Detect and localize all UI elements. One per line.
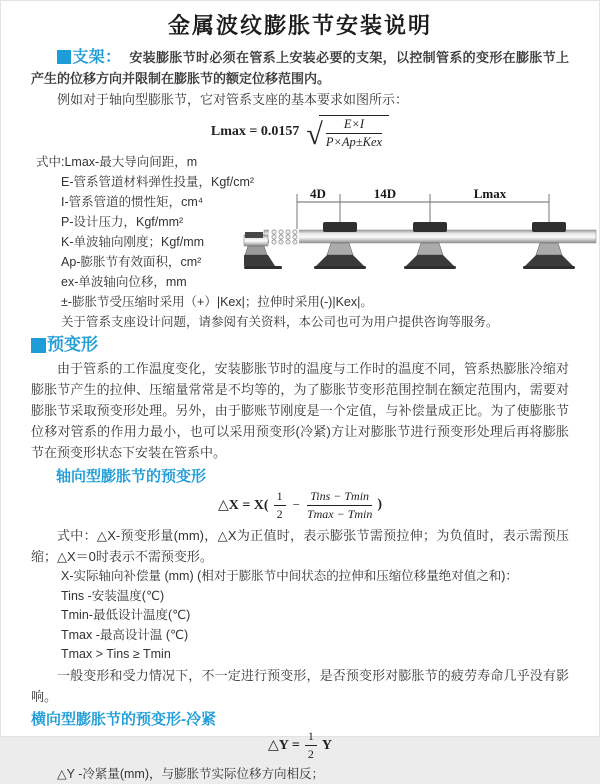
definitions-block xyxy=(31,152,569,332)
diagram-label-4d: 4D xyxy=(310,186,326,201)
definition-line: ±-膨胀节受压缩时采用（+）|Kex|；拉伸时采用(-)|Kex|。 xyxy=(61,295,373,309)
axial-item: Tmax -最高设计温 (℃) xyxy=(61,627,189,642)
axial-item: X-实际轴向补偿量 (mm) (相对于膨胀节中间状态的拉伸和压缩位移量绝对值之和)： xyxy=(61,569,518,583)
diagram-label-14d: 14D xyxy=(373,186,397,201)
definition-line: Ap-膨胀节有效面积，cm² xyxy=(61,255,202,269)
definition-line: ex-单波轴向位移，mm xyxy=(61,275,187,289)
support-section-heading: 支架： xyxy=(72,49,122,66)
fraction-denominator: Tmax − Tmin xyxy=(306,506,373,521)
blue-square-icon xyxy=(57,50,71,64)
sqrt-radical-icon: √ xyxy=(306,117,323,151)
predeform-section-heading xyxy=(31,336,569,354)
fraction-numerator: 1 xyxy=(305,729,317,746)
predeform-paragraph: 由于管系的工作温度变化，安装膨胀节时的温度与工作时的温度不同，管系热膨胀冷缩对膨胀节产生的拉伸、压缩量常常是不均等的，为了膨胀节变形范围控制在额定范围内，需要对膨胀节采取预变形处理。另外，由于膨账节刚度是一个定值，与补偿量成正比。为了使膨胀节位移对管系的作用力最小，也可以采用预变形(冷紧)方让对膨胀节进行预变形处理后再将膨胀节在预变形状态下安装在管系中。 xyxy=(31,361,569,460)
page-title: 金属波纹膨胀节安装说明 xyxy=(167,13,432,38)
formula-dx-temp-fraction xyxy=(307,489,372,522)
formula-dx-lhs: △X = X( xyxy=(217,497,269,513)
formula-lmax-numerator: E×I xyxy=(326,117,382,134)
formula-lmax-radicand xyxy=(319,115,389,150)
predeform-heading-label: 预变形 xyxy=(47,335,98,354)
definition-line: I-管系管道的惯性矩，cm⁴ xyxy=(61,195,204,209)
axial-item: Tins -安装温度(℃) xyxy=(61,588,165,603)
formula-dy-lhs: △Y = xyxy=(268,738,300,753)
support-intro-text: 安装膨胀节时必须在管系上安装必要的支架，以控制管系的变形在膨胀节上产生的位移方向并限制在膨胀节的额定位移范围内。 xyxy=(31,50,569,86)
fraction-denominator: 2 xyxy=(307,747,314,761)
fraction-denominator: 2 xyxy=(276,506,283,521)
formula-lmax-denominator: P×Ap±Kex xyxy=(325,134,383,149)
formula-dx-operator: − xyxy=(292,497,300,512)
formula-delta-x xyxy=(31,487,569,523)
lateral-subsection-heading: 横向型膨胀节的预变形-冷紧 xyxy=(31,710,216,728)
formula-lmax xyxy=(31,114,569,150)
definition-line: E-管系管道材料弹性投量，Kgf/cm² xyxy=(61,175,255,189)
guide-support xyxy=(314,222,366,269)
formula-lmax-lhs: Lmax = 0.0157 xyxy=(210,124,300,139)
definition-line: P-设计压力，Kgf/mm² xyxy=(61,215,184,229)
formula-dy-rhs: Y xyxy=(321,737,332,753)
axial-item: Tmax > Tins ≥ Tmin xyxy=(61,647,171,661)
formula-delta-y xyxy=(31,730,569,762)
lateral-item: △Y -冷紧量(mm)，与膨胀节实际位移方向相反； xyxy=(57,766,325,781)
support-example-line: 例如对于轴向型膨胀节，它对管系支座的基本要求如图所示： xyxy=(57,92,409,107)
axial-explain-paragraph: 式中：△X-预变形量(mm)，△X为正值时，表示膨张节需预拉伸；为负值时，表示需预压缩；△X＝0时表示不需预变形。 xyxy=(31,528,569,564)
pipe-support-diagram xyxy=(244,186,596,278)
guide-support xyxy=(404,222,456,269)
definition-line: K-单波轴向刚度；Kgf/mm xyxy=(61,235,205,249)
fraction-numerator: Tins − Tmin xyxy=(307,489,372,506)
formula-dy-fraction xyxy=(305,729,317,762)
axial-note-paragraph: 一般变形和受力情况下，不一定进行预变形，是否预变形对膨胀节的疲劳寿命几乎没有影响。 xyxy=(31,667,569,704)
diagram-label-lmax: Lmax xyxy=(473,186,507,201)
axial-subsection-heading: 轴向型膨胀节的预变形 xyxy=(56,468,207,485)
fraction-numerator: 1 xyxy=(274,489,286,506)
guide-support xyxy=(523,222,575,269)
bellows-icon xyxy=(269,229,299,244)
blue-square-icon xyxy=(31,338,46,353)
formula-dx-rhs: ) xyxy=(377,497,383,512)
formula-dx-half-fraction xyxy=(274,489,286,522)
axial-item: Tmin-最低设计温度(℃) xyxy=(61,608,191,622)
definition-line: 式中:Lmax-最大导向间距，m xyxy=(36,155,198,169)
support-note-line: 关于管系支座设计问题，请参阅有关资料，本公司也可为用户提供咨询等服务。 xyxy=(61,315,499,329)
support-intro-paragraph xyxy=(31,47,569,89)
